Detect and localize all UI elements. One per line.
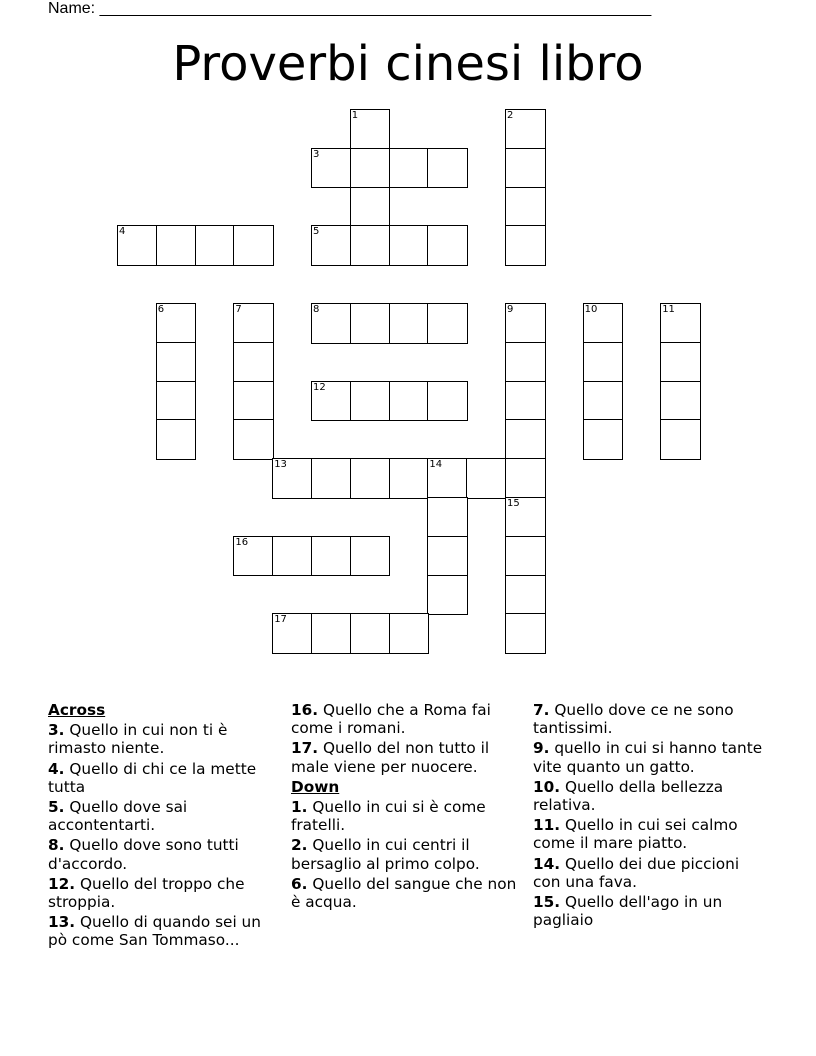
across-clue-list-cont xyxy=(291,701,523,776)
crossword-cell[interactable] xyxy=(350,381,391,422)
cell-number: 7 xyxy=(235,304,242,315)
clue-item xyxy=(533,893,765,929)
clue-text: Quello del non tutto il male viene per nuocere. xyxy=(291,739,490,776)
crossword-cell[interactable] xyxy=(350,109,391,150)
down-clue-list-cont xyxy=(533,701,765,929)
cell-number: 5 xyxy=(313,226,320,238)
clue-item xyxy=(533,816,765,852)
cell-number: 9 xyxy=(507,304,514,315)
clue-text: Quello dell'ago in un pagliaio xyxy=(533,893,723,930)
clue-item xyxy=(48,836,280,872)
crossword-cell[interactable] xyxy=(505,381,546,422)
clue-item xyxy=(533,701,765,737)
crossword-cell[interactable] xyxy=(505,458,546,499)
crossword-cell[interactable] xyxy=(311,381,352,422)
crossword-cell[interactable] xyxy=(505,536,546,577)
crossword-cell[interactable] xyxy=(505,303,546,344)
cell-number: 2 xyxy=(507,110,514,121)
crossword-cell[interactable] xyxy=(505,225,546,266)
clue-number: 13. xyxy=(48,913,76,932)
crossword-cell[interactable] xyxy=(427,458,468,499)
crossword-cell[interactable] xyxy=(505,497,546,538)
cell-number: 10 xyxy=(584,304,598,315)
crossword-cell[interactable] xyxy=(660,381,701,422)
cell-number: 1 xyxy=(351,110,359,121)
clue-text: Quello in cui centri il bersaglio al primo colpo. xyxy=(291,836,480,873)
crossword-cell[interactable] xyxy=(350,536,391,577)
crossword-cell[interactable] xyxy=(660,303,701,344)
clue-text: Quello che a Roma fai come i romani. xyxy=(291,701,491,738)
page-title: Proverbi cinesi libro xyxy=(172,36,644,92)
crossword-cell[interactable] xyxy=(660,342,701,383)
crossword-cell[interactable] xyxy=(311,303,352,344)
clue-number: 11. xyxy=(533,816,561,835)
crossword-cell[interactable] xyxy=(427,148,468,189)
crossword-cell[interactable] xyxy=(505,109,546,150)
crossword-cell[interactable] xyxy=(156,225,197,266)
crossword-cell[interactable] xyxy=(156,342,197,383)
clue-text: Quello dove ce ne sono tantissimi. xyxy=(533,701,734,738)
clue-item xyxy=(48,760,280,796)
crossword-cell[interactable] xyxy=(233,303,274,344)
clue-item xyxy=(48,913,280,949)
clue-text: Quello in cui si è come fratelli. xyxy=(291,798,486,835)
crossword-cell[interactable] xyxy=(233,225,274,266)
crossword-cell[interactable] xyxy=(195,225,236,266)
clue-number: 4. xyxy=(48,759,65,778)
clue-number: 12. xyxy=(48,874,76,893)
crossword-cell[interactable] xyxy=(505,575,546,616)
clue-text: Quello del troppo che stroppia. xyxy=(48,874,245,912)
name-field[interactable]: Name: ______________________________________________________________ xyxy=(48,0,652,17)
clues-column-3 xyxy=(533,701,765,931)
clue-number: 7. xyxy=(533,701,550,719)
crossword-cell[interactable] xyxy=(311,536,352,577)
clue-text: Quello della bellezza relativa. xyxy=(533,777,724,815)
clue-text: Quello dove sono tutti d'accordo. xyxy=(48,836,239,873)
crossword-cell[interactable] xyxy=(505,419,546,460)
clue-text: Quello in cui non ti è rimasto niente. xyxy=(48,721,228,758)
crossword-cell[interactable] xyxy=(583,342,624,383)
crossword-cell[interactable] xyxy=(311,148,352,189)
clue-number: 10. xyxy=(533,777,561,796)
crossword-cell[interactable] xyxy=(233,419,274,460)
clue-text: Quello dove sai accontentarti. xyxy=(48,798,188,835)
crossword-cell[interactable] xyxy=(311,613,352,654)
clue-text: Quello di quando sei un pò come San Tommaso... xyxy=(48,913,261,950)
crossword-cell[interactable] xyxy=(311,225,352,266)
down-clue-list xyxy=(291,798,523,911)
clue-number: 17. xyxy=(291,739,319,758)
cell-number: 16 xyxy=(235,536,249,548)
crossword-cell[interactable] xyxy=(389,613,430,654)
clue-number: 9. xyxy=(533,739,550,758)
crossword-cell[interactable] xyxy=(389,148,430,189)
clue-number: 1. xyxy=(291,798,308,817)
clue-number: 3. xyxy=(48,721,65,740)
crossword-cell[interactable] xyxy=(427,303,468,344)
crossword-cell[interactable] xyxy=(583,419,624,460)
crossword-cell[interactable] xyxy=(272,613,313,654)
clue-text: Quello del sangue che non è acqua. xyxy=(291,874,517,912)
crossword-cell[interactable] xyxy=(350,225,391,266)
clues-column-2 xyxy=(291,701,523,913)
clue-item xyxy=(291,798,523,834)
crossword-cell[interactable] xyxy=(660,419,701,460)
crossword-cell[interactable] xyxy=(233,381,274,422)
crossword-cell[interactable] xyxy=(350,613,391,654)
across-clue-list xyxy=(48,721,280,949)
clue-text: quello in cui si hanno tante vite quanto un gatto. xyxy=(533,739,763,776)
down-heading: Down xyxy=(291,777,340,796)
cell-number: 13 xyxy=(274,459,287,471)
clue-number: 16. xyxy=(291,701,319,719)
crossword-cell[interactable] xyxy=(583,381,624,422)
clue-item xyxy=(291,836,523,872)
crossword-cell[interactable] xyxy=(156,419,197,460)
crossword-cell[interactable] xyxy=(389,381,430,422)
clue-item xyxy=(291,701,523,737)
clues-column-1 xyxy=(48,701,280,952)
cell-number: 15 xyxy=(507,498,520,509)
crossword-cell[interactable] xyxy=(427,225,468,266)
crossword-cell[interactable] xyxy=(117,225,158,266)
clue-number: 15. xyxy=(533,893,561,912)
cell-number: 11 xyxy=(662,304,675,315)
crossword-cell[interactable] xyxy=(427,497,468,538)
clue-text: Quello di chi ce la mette tutta xyxy=(48,759,257,796)
cell-number: 6 xyxy=(157,304,165,315)
crossword-cell[interactable] xyxy=(350,303,391,344)
clue-number: 8. xyxy=(48,836,65,855)
clue-number: 5. xyxy=(48,798,65,817)
crossword-cell[interactable] xyxy=(272,536,313,577)
crossword-cell[interactable] xyxy=(156,381,197,422)
clue-item xyxy=(533,855,765,891)
across-heading: Across xyxy=(48,701,106,719)
crossword-cell[interactable] xyxy=(505,187,546,228)
crossword-cell[interactable] xyxy=(505,148,546,189)
cell-number: 17 xyxy=(274,614,287,626)
crossword-cell[interactable] xyxy=(233,536,274,577)
clue-item xyxy=(291,875,523,911)
crossword-cell[interactable] xyxy=(583,303,624,344)
crossword-cell[interactable] xyxy=(156,303,197,344)
crossword-cell[interactable] xyxy=(272,458,313,499)
clue-text: Quello in cui sei calmo come il mare piatto. xyxy=(533,816,738,853)
crossword-cell[interactable] xyxy=(350,148,391,189)
cell-number: 4 xyxy=(119,226,126,238)
clue-number: 6. xyxy=(291,874,308,893)
clue-item xyxy=(48,721,280,757)
crossword-cell[interactable] xyxy=(233,342,274,383)
clue-number: 2. xyxy=(291,836,308,855)
crossword-cell[interactable] xyxy=(350,458,391,499)
crossword-cell[interactable] xyxy=(505,613,546,654)
crossword-cell[interactable] xyxy=(311,458,352,499)
crossword-cell[interactable] xyxy=(389,458,430,499)
cell-number: 3 xyxy=(313,148,320,160)
crossword-cell[interactable] xyxy=(505,342,546,383)
clue-text: Quello dei due piccioni con una fava. xyxy=(533,854,740,891)
crossword-cell[interactable] xyxy=(389,303,430,344)
clue-item xyxy=(533,739,765,775)
clue-item xyxy=(48,875,280,911)
clue-item xyxy=(48,798,280,834)
crossword-cell[interactable] xyxy=(466,458,507,499)
clue-number: 14. xyxy=(533,854,561,873)
cell-number: 12 xyxy=(313,381,326,393)
crossword-cell[interactable] xyxy=(350,187,391,228)
crossword-cell[interactable] xyxy=(389,225,430,266)
cell-number: 14 xyxy=(429,459,443,471)
crossword-cell[interactable] xyxy=(427,381,468,422)
crossword-cell[interactable] xyxy=(427,536,468,577)
clue-item xyxy=(533,778,765,814)
cell-number: 8 xyxy=(313,304,320,315)
clue-item xyxy=(291,739,523,775)
crossword-cell[interactable] xyxy=(427,575,468,616)
